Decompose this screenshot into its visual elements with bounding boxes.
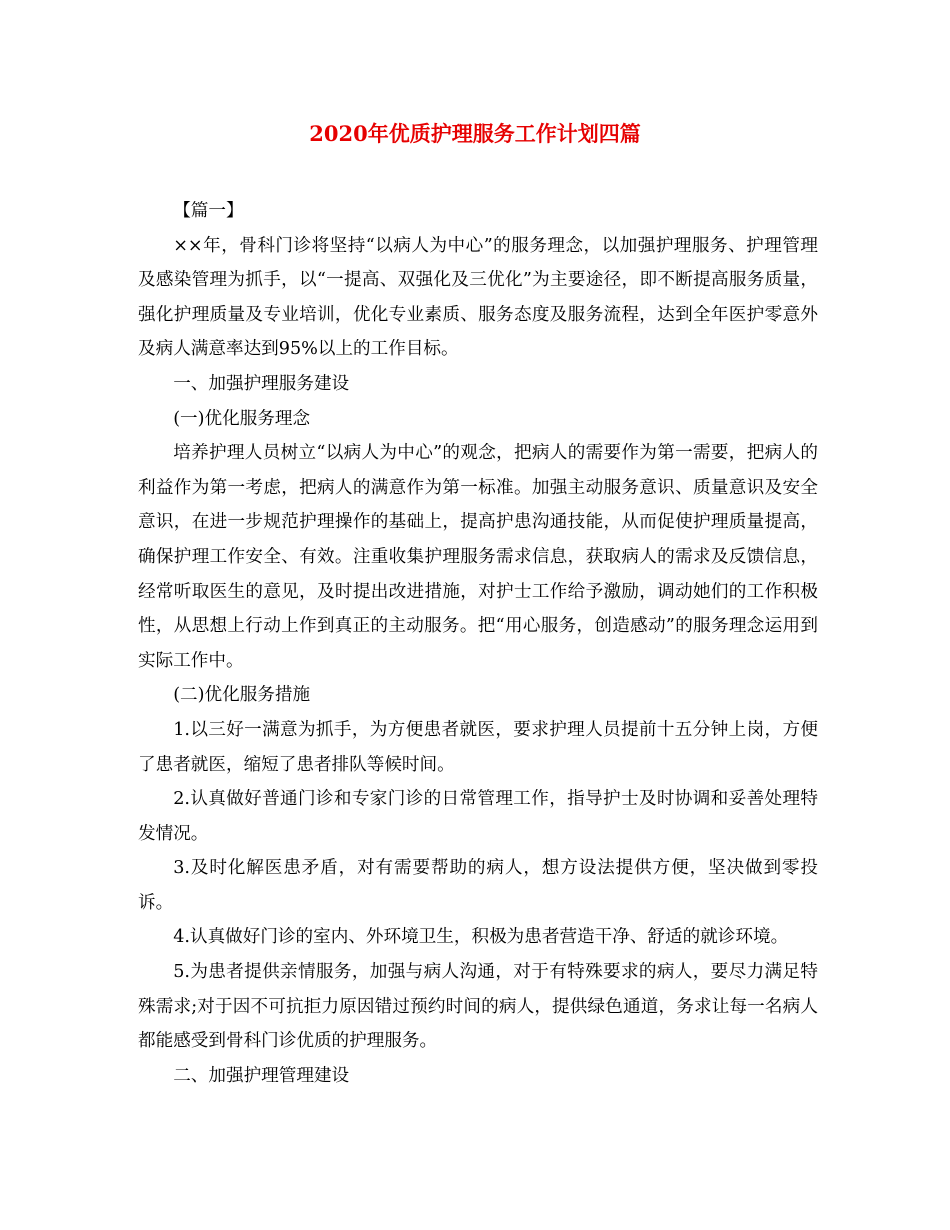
document-body — [138, 194, 818, 1093]
body-paragraph: 培养护理人员树立“以病人为中心”的观念，把病人的需要作为第一需要，把病人的利益作为第一考虑，把病人的满意作为第一标准。加强主动服务意识、质量意识及安全意识，在进一步规范护理操作的基础上，提高护患沟通技能，从而促使护理质量提高，确保护理工作安全、有效。注重收集护理服务需求信息，获取病人的需求及反馈信息，经常听取医生的意见，及时提出改进措施，对护士工作给予激励，调动她们的工作积极性，从思想上行动上作到真正的主动服务。把“用心服务，创造感动”的服务理念运用到实际工作中。 — [138, 443, 818, 671]
section-heading: 一、加强护理服务建设 — [173, 373, 350, 394]
section-label: 【篇一】 — [173, 201, 244, 221]
list-item: 1.以三好一满意为抓手，为方便患者就医，要求护理人员提前十五分钟上岗，方便了患者就医，缩短了患者排队等候时间。 — [138, 719, 818, 775]
list-item: 3.及时化解医患矛盾，对有需要帮助的病人，想方设法提供方便，坚决做到零投诉。 — [138, 858, 818, 913]
subsection-heading: (二)优化服务措施 — [173, 685, 311, 706]
subsection-heading: (一)优化服务理念 — [173, 408, 311, 429]
body-paragraph: ××年，骨科门诊将坚持“以病人为中心”的服务理念，以加强护理服务、护理管理及感染管理为抓手，以“一提高、双强化及三优化”为主要途径，即不断提高服务质量，强化护理质量及专业培训，优化专业素质、服务态度及服务流程，达到全年医护零意外及病人满意率达到95%以上的工作目标。 — [138, 235, 818, 360]
section-heading: 二、加强护理管理建设 — [173, 1065, 350, 1086]
document-title: 2020年优质护理服务工作计划四篇 — [309, 121, 641, 146]
list-item: 2.认真做好普通门诊和专家门诊的日常管理工作，指导护士及时协调和妥善处理特发情况。 — [138, 789, 818, 844]
list-item: 5.为患者提供亲情服务，加强与病人沟通，对于有特殊要求的病人，要尽力满足特殊需求;对于因不可抗拒力原因错过预约时间的病人，提供绿色通道，务求让每一名病人都能感受到骨科门诊优质的护理服务。 — [138, 962, 818, 1052]
list-item: 4.认真做好门诊的室内、外环境卫生，积极为患者营造干净、舒适的就诊环境。 — [173, 927, 789, 948]
